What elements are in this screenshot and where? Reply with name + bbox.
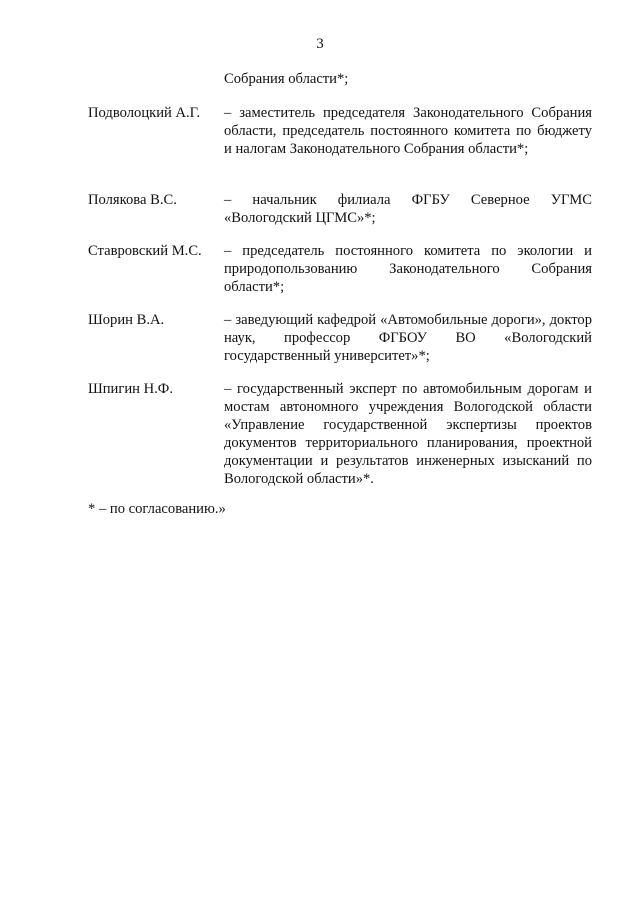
member-description: – заместитель председателя Законодательного Собрания области, председатель постоянного комитета по бюджету и налогам Законодательного Собрания области*;: [224, 105, 592, 157]
member-name: Полякова В.С.: [88, 192, 177, 208]
member-description: – государственный эксперт по автомобильным дорогам и мостам автономного учреждения Вологодской области «Управление государственной экспертизы проектов документов территориального планирования, проектной документации и результатов инженерных изысканий по Вологодской области»*.: [224, 381, 592, 487]
page-number: 3: [316, 36, 324, 52]
member-name: Шпигин Н.Ф.: [88, 381, 173, 397]
member-name: Ставровский М.С.: [88, 243, 202, 259]
continuation-text: Собрания области*;: [224, 71, 349, 87]
member-description: – заведующий кафедрой «Автомобильные дороги», доктор наук, профессор ФГБОУ ВО «Вологодский государственный университет»*;: [224, 312, 592, 364]
member-description: – начальник филиала ФГБУ Северное УГМС «Вологодский ЦГМС»*;: [224, 192, 592, 226]
member-name: Подволоцкий А.Г.: [88, 105, 201, 121]
footnote: * – по согласованию.»: [88, 501, 226, 517]
member-name: Шорин В.А.: [88, 312, 165, 328]
member-description: – председатель постоянного комитета по экологии и природопользованию Законодательного Собрания области*;: [224, 243, 592, 295]
